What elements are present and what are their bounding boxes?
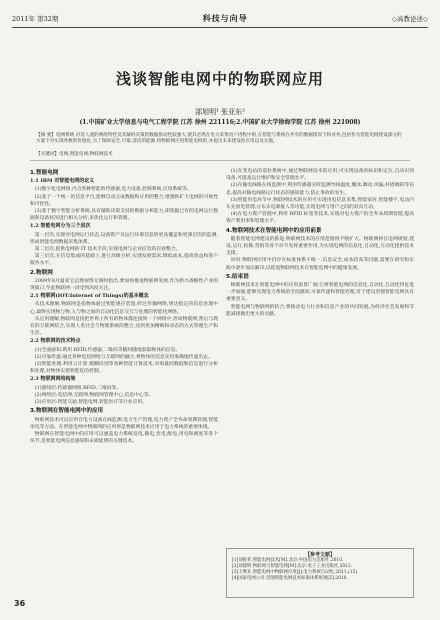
body-paragraph: (1)感知层:传感器网络,RFID,二维码等。 xyxy=(34,385,122,391)
issue-label: 2011年 第32期 xyxy=(12,14,59,23)
body-paragraph: (3)智能处理:利用云计算,模糊识别等各种智能计算技术,对海量的数据和信息进行分析和处理,对物体实施智能化的控制。 xyxy=(30,362,218,375)
body-paragraph: (1)数字化电网络,内含各种智能的传感器,电力设备,控制系统,应用系统等。 xyxy=(34,187,192,193)
abstract-divider xyxy=(30,160,410,161)
body-paragraph: (1)在变电站的巡检系统中,通过物联网技术的应用,可实现设备的标识和定位,自动识别设备,可提高运行维护和安全管理水平。 xyxy=(226,169,414,182)
header-rule xyxy=(12,27,428,28)
body-paragraph: (2)网络层:电信网,互联网,物联网管理中心,信息中心等。 xyxy=(34,392,154,398)
references-box xyxy=(226,548,414,598)
reference-item: [1]刘振亚.智能电网技术[M].北京:中国电力出版社,2010. xyxy=(232,558,344,563)
body-paragraph: 从应用理解,物联网是指把世界上所有的物体都连接到一个网络中,形成物联网,然后与现有的互联网结合,实现人类社会与物理系统的整合,达到更加精细和动态的方式管理生产和生活。 xyxy=(30,316,218,337)
body-paragraph: 物联网技术在智能电网中的应用前景广阔,它将智能电网的信息化,自动化,互动化特征进一步加强,能够实现电力系统的全面感知,可靠传递和智能处理,对于建设坚强智能电网具有重要意义。 xyxy=(226,283,414,303)
body-paragraph: 2009年8月温家宝总理视察无锡时指出,要加快推进物联网发展,作为新兴战略性产业的突破口,至此物联网一词受到高度关注。 xyxy=(30,278,218,292)
abstract: 【摘 要】电网系统,对适人流的网络特性及其解析决策的数据驱动性较强大,使其必然在电力采集用户进程中的,在智能与系统在共享的数据情况下和业务,包括作为智能电网建设部分的方案下对实现各数的价值化,为了保障安全,可靠,清洁的能源,将物联网应用智能电网的,并提出未来建设的应用以及实施。 xyxy=(36,133,402,145)
body-paragraph: 物联网技术可以应用在电力设备在线监测,电力生产管理,电力资产全寿命周期管理,智能用电等方面。在智能电网中物联网的应用将是物联网技术应用于电力系统的重要体现。 xyxy=(30,417,218,430)
reference-item: [2]刘建明.物联网与智能电网[M].北京:电子工业出版社,2012. xyxy=(232,564,353,569)
body-paragraph: 第一层次,实现对电网运行状态,设备资产及运行环境信息的更高覆盖和更深层次的监测,形成智能电网数据采集体系。 xyxy=(30,232,218,245)
article-title: 浅谈智能电网中的物联网应用 xyxy=(115,70,324,88)
body-paragraph: 第三层次,在信息集成的基础上,进行高级分析,实现发展需求,降低成本,提高效益和客户服务水平。 xyxy=(30,254,218,267)
section-heading: 1.智能电网 xyxy=(30,170,59,176)
body-paragraph: (3)基于数字智能分析系统,具有辅助决策支持的数据分析能力,即依据已有的电网运行数据和设备状况进行相关分析,来优化运行和管理。 xyxy=(30,209,218,222)
body-paragraph: (1)全面感知:利用 RFID,传感器,二维码等随时随地获取物体的信息。 xyxy=(34,347,181,353)
subsection-heading: 1.2 智能电网分为三个层次 xyxy=(30,223,91,230)
body-paragraph: (3)应用层:智能交通,智能电网,智能医疗等行业应用。 xyxy=(34,400,147,406)
body-paragraph: 物联网在智能电网中的应用可以涵盖电力系统发电,输电,变电,配电,用电和调度等各个环节,是智能电网信息感知和末端延伸的关键技术。 xyxy=(30,431,218,445)
body-paragraph: (2)可靠传递:通过各种电信网络与互联网的融合,将物体的信息实时准确地传递出去。 xyxy=(34,354,213,360)
subsection-heading: 2.1 物联网(IOT:Internet of Things)的基本概念 xyxy=(30,293,149,300)
subsection-heading: 1.1 IBM 对智能电网的定义 xyxy=(30,178,95,185)
article-authors: 邵旭明¹ 张亚东² xyxy=(195,108,245,116)
page-header xyxy=(12,11,428,25)
body-paragraph: (2)在输电线路在线监测中,利用传感器实时监测导线温度,覆冰,舞动,风偏,杆塔倾斜等信息,提高对输电线路运行状态的感知能力,防止事故的发生。 xyxy=(226,183,414,196)
journal-name: 科技与向导 xyxy=(202,13,248,23)
references-heading: 【参考文献】 xyxy=(304,552,335,558)
page-number: 36 xyxy=(14,599,26,608)
body-paragraph: 智能电网与物联网的结合,将推动电力行业和信息产业的共同发展,为经济社会发展和节能减排做出更大的贡献。 xyxy=(226,304,414,317)
body-paragraph: 随着智能电网建设的推进,物联网技术的应用范围将不断扩大。物联网将在电网规划,建设,运行,检修,营销等各个环节发挥重要作用,为实现电网的信息化,自动化,互动化提供技术支撑。 xyxy=(226,236,414,257)
section-heading: 4.物联网技术在智能电网中的应用前景 xyxy=(226,227,322,234)
section-heading: 5.结束语 xyxy=(226,273,249,280)
body-paragraph: (2)基于一个统一的信息平台,能够自动完成数据和应用的整合,增强和扩大电网的可视性和可控性。 xyxy=(30,194,218,207)
subsection-heading: 2.3 物联网网络构架 xyxy=(30,376,76,383)
body-paragraph: (3)智能用电环节中,物联网技术的应用可实现用电信息采集,智能家居,智能楼宇,电动汽车充放电管理,分布式电源接入等功能,实现电网与用户之间的双向互动。 xyxy=(226,197,414,211)
section-label: ◇高教论述◇ xyxy=(391,14,428,23)
body-paragraph: 第二层次,提供电网的 IT 技术手段,实现电网与企业信息的有效整合。 xyxy=(34,247,181,253)
body-paragraph: (4)在电力资产管理中,利用 RFID 标签等技术,实现对电力资产的全寿命周期管理,提高资产利用率和管理水平。 xyxy=(226,212,414,225)
reference-item: [4]国家电网公司.坚强智能电网技术标准体系规划[Z].2010. xyxy=(232,576,348,581)
section-heading: 2.物联网 xyxy=(30,269,53,276)
keywords: 【关键词】电网;智能电网;物联网技术 xyxy=(36,152,113,157)
body-paragraph: 从技术理解,物联网是指物体通过智能感应装置,经过传输网络,到达指定的信息处理中心,最终实现物与物,人与物之间的自动化信息交互与处理的智能化网络。 xyxy=(30,302,218,315)
author-affiliations: (1.中国矿业大学信息与电气工程学院 江苏 徐州 221116;2.中国矿业大学徐海学院 江苏 徐州 221008) xyxy=(79,119,361,126)
reference-item: [3]王继业.智能电网中物联网应用[J].电力系统自动化,2011,(15). xyxy=(232,570,359,575)
body-left-column xyxy=(30,168,218,445)
body-right-column xyxy=(226,168,414,318)
section-heading: 3.物联网在智能电网中的应用 xyxy=(30,408,104,415)
body-paragraph: 同时,物联网应用中仍存在标准体系不统一,信息安全,成本较高等问题,需要在研究和实践中逐步加以解决,以促进物联网技术在智能电网中的健康发展。 xyxy=(226,258,414,271)
subsection-heading: 2.2 物联网的技术特点 xyxy=(30,338,81,345)
